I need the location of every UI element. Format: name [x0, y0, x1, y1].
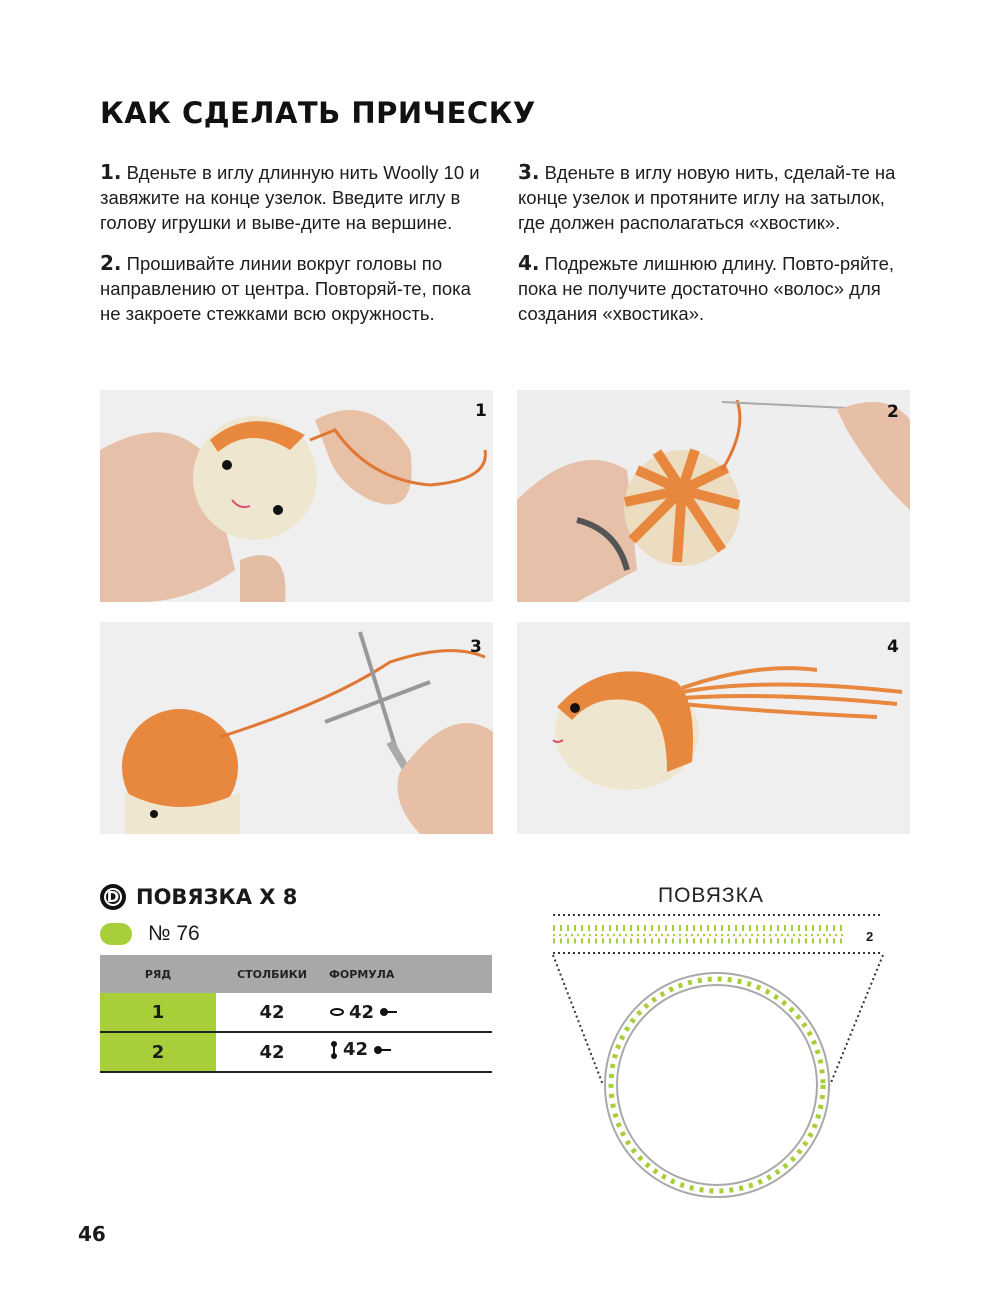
step-text: Вденьте в иглу длинную нить Woolly 10 и завяжите на конце узелок. Введите иглу в голову игрушки и выве-дите на вершине. — [100, 162, 480, 233]
photo-step-1 — [100, 390, 493, 602]
stitch-count: 42 — [216, 1032, 328, 1072]
slip-stitch-icon — [378, 1007, 398, 1017]
headband-diagram — [545, 905, 890, 1205]
step-number: 1. — [100, 160, 122, 184]
formula-cell — [328, 993, 492, 1032]
yarn-color-swatch — [100, 923, 132, 945]
step-1 — [100, 160, 495, 235]
section-header — [100, 884, 297, 910]
yarn-info — [100, 922, 200, 946]
step-2 — [100, 251, 495, 326]
stitch-count: 42 — [216, 993, 328, 1032]
table-header-row — [100, 955, 492, 993]
diagram-title: ПОВЯЗКА — [658, 884, 764, 907]
table-row — [100, 993, 492, 1032]
photo-step-2 — [517, 390, 910, 602]
chain-stitch-icon — [329, 1007, 345, 1017]
step-text: Прошивайте линии вокруг головы по направлению от центра. Повторяй-те, пока не закроете стежками всю окружность. — [100, 253, 471, 324]
photo-ponytail-icon — [517, 622, 910, 834]
section-title: ПОВЯЗКА X 8 — [136, 885, 298, 909]
pattern-table — [100, 955, 492, 1073]
single-crochet-icon — [329, 1040, 339, 1060]
step-number: 2. — [100, 251, 122, 275]
step-text: Вденьте в иглу новую нить, сделай-те на конце узелок и протяните иглу на затылок, где должен располагаться «хвостик». — [518, 162, 896, 233]
table-row — [100, 1032, 492, 1072]
diagram-row-label: 2 — [866, 929, 874, 944]
photo-label: 4 — [887, 637, 899, 657]
instructions-right — [518, 160, 913, 342]
instructions-left — [100, 160, 495, 342]
photo-label: 1 — [475, 401, 487, 421]
slip-stitch-icon — [372, 1045, 392, 1055]
photo-step-3 — [100, 622, 493, 834]
formula-count: 42 — [343, 1039, 369, 1061]
photo-threading-head-icon — [100, 390, 493, 602]
photo-label: 2 — [887, 402, 899, 422]
page-number: 46 — [78, 1222, 106, 1246]
formula-count: 42 — [349, 1001, 375, 1023]
step-3 — [518, 160, 913, 235]
formula-cell — [328, 1032, 492, 1072]
header-formula: ФОРМУЛА — [328, 955, 492, 993]
step-number: 3. — [518, 160, 540, 184]
page-title: КАК СДЕЛАТЬ ПРИЧЕСКУ — [100, 96, 536, 130]
photo-label: 3 — [470, 637, 482, 657]
header-row: РЯД — [100, 955, 216, 993]
photo-stitching-hair-icon — [517, 390, 910, 602]
yarn-number: № 76 — [148, 922, 200, 945]
row-number: 1 — [100, 993, 216, 1032]
photo-cutting-yarn-icon — [100, 622, 493, 834]
section-badge: D — [100, 884, 126, 910]
step-4 — [518, 251, 913, 326]
photo-step-4 — [517, 622, 910, 834]
step-number: 4. — [518, 251, 540, 275]
header-stitches: СТОЛБИКИ — [216, 955, 328, 993]
stitch-row-strip — [553, 928, 845, 941]
row-number: 2 — [100, 1032, 216, 1072]
step-text: Подрежьте лишнюю длину. Повто-ряйте, пока не получите достаточно «волос» для создания «хвостика». — [518, 253, 895, 324]
